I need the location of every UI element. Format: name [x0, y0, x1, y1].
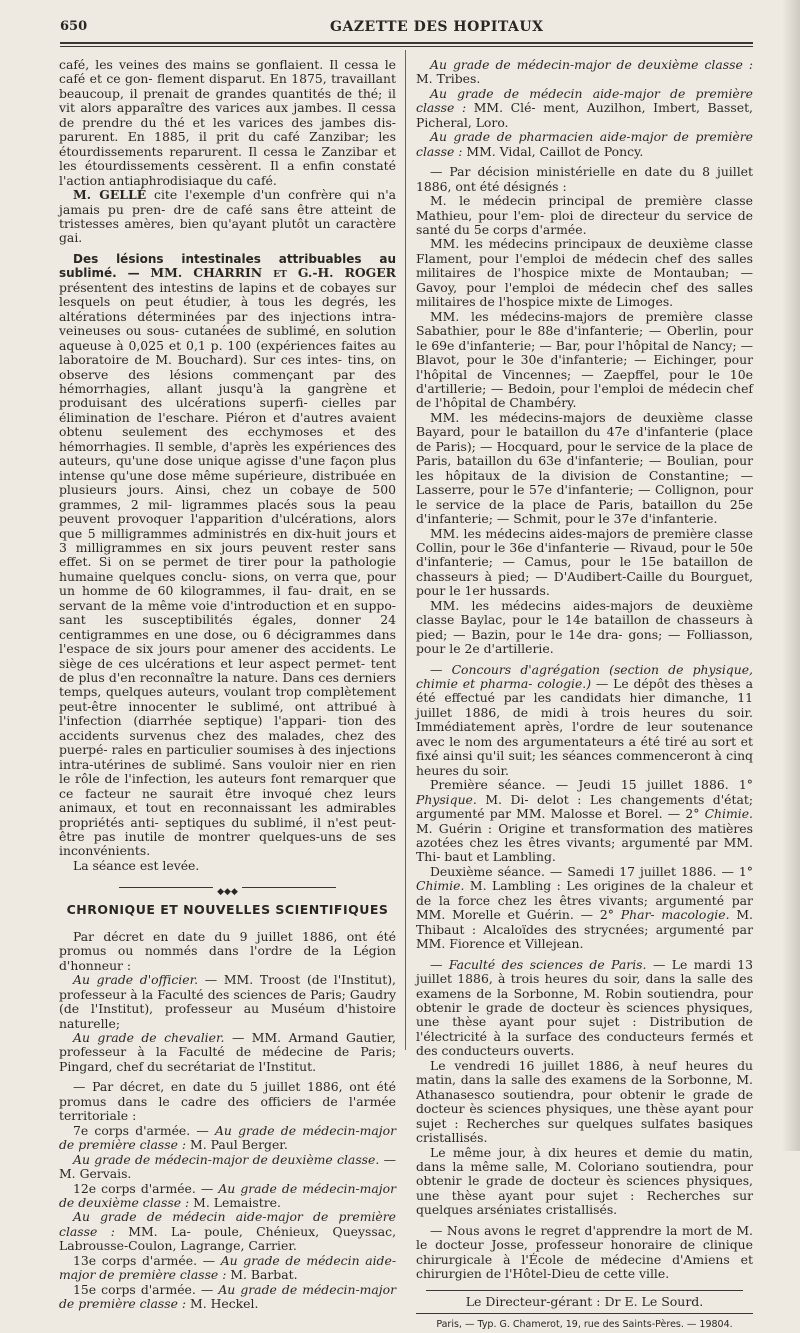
paragraph	[416, 958, 753, 1059]
paragraph-text: — MM. Troost (de l'Institut), professeur à la Faculté des sciences de Paris; Gaudry (de l'Institut), professeur au Muséum d'histoire naturelle;	[59, 972, 396, 1031]
paragraph	[416, 58, 753, 87]
printer-rule	[416, 1313, 753, 1314]
paragraph	[59, 1182, 396, 1211]
paragraph-text: Deuxième séance. — Samedi 17 juillet 1886. — 1°	[430, 863, 753, 879]
paragraph	[416, 865, 753, 952]
paragraph: MM. les médecins-majors de deuxième classe Bayard, pour le bataillon du 47e d'infanterie (place de Paris); — Hocquard, pour le service de la place de Paris, bataillon du 63e d'infanterie; — Boulian, pour les hôpitaux de la division de Constantine; — Lasserre, pour le 57e d'infanterie; — Collignon, pour le service de la place de Paris, bataillon du 25e d'infanterie; — Schmit, pour le 37e d'infanterie.	[416, 409, 753, 527]
paragraph: Le vendredi 16 juillet 1886, à neuf heures du matin, dans la salle des examens de la Sorbonne, M. Athanasesco soutiendra, pour obtenir le grade de docteur ès sciences physiques, une thèse ayant pour sujet : Recherches sur quelques sulfates basiques cristallisés.	[416, 1057, 753, 1146]
paragraph-text: M. Di- delot : Les changements d'état; argumenté par MM. Malosse et Borel. — 2°	[416, 791, 753, 822]
grade-label: Au grade de médecin aide-major de première classe :	[59, 1252, 396, 1283]
paragraph: Par décret en date du 9 juillet 1886, ont été promus ou nommés dans l'ordre de la Légion d'honneur :	[59, 928, 396, 973]
paragraph-text: M. Lambling : Les origines de la chaleur et de la force chez les êtres vivants; argumenté par MM. Morelle et Guérin. — 2°	[416, 878, 753, 923]
communication-title: Des lésions intestinales attribuables au sublimé. —	[59, 251, 396, 281]
paragraph	[416, 778, 753, 865]
paragraph: — Par décret, en date du 5 juillet 1886, ont été promus dans le cadre des officiers de l'armée territoriale :	[59, 1079, 396, 1124]
paragraph: MM. les médecins aides-majors de première classe Collin, pour le 36e d'infanterie — Rivaud, pour le 50e d'infanterie; — Camus, pour le 15e bataillon de chasseurs à pied; — D'Audibert-Caille du Bourguet, pour le 1er hussards.	[416, 525, 753, 599]
grade-label: Au grade de chevalier.	[73, 1030, 225, 1045]
ornament-icon: ◆◆◆	[213, 887, 242, 897]
speaker-names: MM. CHARRIN et G.-H. ROGER	[150, 265, 396, 281]
paragraph: MM. les médecins principaux de deuxième classe Flament, pour l'emploi de médecin chef des salles militaires de l'hospice mixte de Montauban; — Gavoy, pour l'emploi de médecin chef des salles militaires de l'hospice mixte de Limoges.	[416, 236, 753, 310]
paragraph-text: M. Heckel.	[186, 1296, 259, 1312]
column-divider	[405, 50, 406, 1050]
left-column	[59, 58, 396, 1312]
ornament-divider	[59, 883, 396, 898]
paragraph-text: MM. Vidal, Caillot de Poncy.	[462, 143, 644, 159]
grade-label: Au grade de médecin-major de première classe :	[59, 1281, 396, 1312]
speaker-name: M. GELLÉ	[73, 187, 147, 203]
signature: Le Directeur-gérant : Dr E. Le Sourd.	[465, 1293, 704, 1309]
paragraph	[59, 973, 396, 1031]
paragraph	[59, 1283, 396, 1312]
faculty-title: Faculté des sciences de Paris.	[448, 956, 647, 972]
paragraph: — Par décision ministérielle en date du 8 juillet 1886, ont été désignés :	[416, 164, 753, 194]
concours-title: Concours d'agrégation (section de physique, chimie et pharma- cologie.)	[416, 661, 753, 692]
grade-label: Au grade de médecin aide-major de première classe :	[59, 1209, 396, 1239]
paragraph	[416, 663, 753, 779]
section-heading: CHRONIQUE ET NOUVELLES SCIENTIFIQUES	[66, 902, 389, 918]
paragraph	[59, 1153, 396, 1182]
paragraph	[59, 188, 396, 246]
paragraph: La séance est levée.	[73, 857, 200, 873]
dash: —	[430, 956, 449, 972]
paragraph-text: MM. Clé- ment, Auzilhon, Imbert, Basset, Picheral, Loro.	[416, 100, 753, 130]
paragraph: café, les veines des mains se gonflaient. Il cessa le café et ce gon- flement disparut. En 1875, travaillant beaucoup, il prenait de grandes quantités de thé; il vit alors apparaître des varices aux jambes. Il cessa de prendre du thé et les varices des jambes dis- parurent. En 1885, il prit du café Zanzibar; les étourdissements reparurent. Il cessa le Zanzibar et les étourdissements cessèrent. Il a enfin constaté l'action antiaphrodisiaque du café.	[59, 57, 396, 188]
page-number: 650	[60, 19, 88, 34]
paragraph	[416, 87, 753, 130]
paragraph	[59, 1254, 396, 1283]
header-rule	[60, 42, 753, 47]
grade-label: Au grade de médecin-major de deuxième classe :	[430, 57, 753, 72]
subject-label: Chimie.	[704, 806, 753, 822]
paragraph	[416, 130, 753, 159]
paragraph	[59, 1210, 396, 1253]
corps-label: 13e corps d'armée. —	[73, 1252, 221, 1268]
paragraph: MM. les médecins aides-majors de deuxième classe Baylac, pour le 14e bataillon de chasseurs à pied; — Bazin, pour le 14e dra- gons; — Folliasson, pour le 2e d'artillerie.	[416, 597, 753, 657]
paragraph	[59, 1124, 396, 1153]
paragraph-text: présentent des intestins de lapins et de cobayes sur lesquels on peut étudier, à tous les degrés, les altérations déterminées par des injections intra-veineuses ou sous- cutanées de sublimé, en solution aqueuse à 0,025 et 0,1 p. 100 (expériences faites au laboratoire de M. Bouchard). Sur ces intes- tins, on observe des lésions commençant par des hémorrhagies, allant jusqu'à la gangrène et produisant des ulcérations superfi- cielles par élimination de l'eschare. Piéron et d'autres avaient obtenu seulement des ecchymoses et des hémorrhagies. Il semble, d'après les expériences des auteurs, qu'une dose unique agisse d'une façon plus intense qu'une dose même supérieure, distribuée en plusieurs jours. Ainsi, chez un cobaye de 500 grammes, 2 mil- ligrammes placés sous la peau peuvent provoquer l'apparition d'ulcérations, alors que 5 milligrammes administrés en dix-huit jours et 3 milligrammes en six jours peuvent rester sans effet. Si on se permet de tirer pour la pathologie humaine quelques conclu- sions, on verra que, pour un homme de 60 kilogrammes, il fau- drait, en se servant de la même voie d'introduction et en suppo- sant les susceptibilités égales, donner 24 centigrammes en une dose, ou 6 décigrammes dans l'espace de six jours pour amener des accidents. Le siège de ces ulcérations et leur aspect permet- tent de plus d'en reconnaître la nature. Dans ces derniers temps, quelques auteurs, voulant trop complètement peut-être innocenter le sublimé, ont attribué à l'infection (diarrhée septique) l'appari- tion des accidents survenus chez des malades, chez des puerpé- rales en particulier soumises à des injections intra-utérines de sublimé. Sans vouloir nier en rien le rôle de l'infection, les auteurs font remarquer que ce facteur ne saurait être invoqué chez leurs animaux, et tout en reconnaissant les admirables propriétés anti- septiques du sublimé, il n'est peut-être pas inutile de montrer quelques-uns de ses inconvénients.	[59, 279, 396, 859]
paragraph-text: MM. La- poule, Chénieux, Queyssac, Labrousse-Coulon, Lagrange, Carrier.	[59, 1223, 397, 1254]
paragraph-text: cite l'exemple d'un confrère qui n'a jamais pu pren- dre de café sans être atteint de tristesses amères, bien qu'ayant plutôt un caractère gai.	[59, 187, 396, 246]
paragraph-text: M. Lemaistre.	[189, 1194, 281, 1210]
paragraph-text: M. Paul Berger.	[186, 1137, 288, 1153]
paragraph: — Nous avons le regret d'apprendre la mort de M. le docteur Josse, professeur honoraire de clinique chirurgicale à l'École de médecine d'Amiens et chirurgien de l'Hôtel-Dieu de cette ville.	[416, 1222, 753, 1282]
grade-label: Au grade de médecin-major de deuxième classe :	[59, 1180, 396, 1210]
paragraph-text: M. Thibaut : Alcaloïdes des strycnées; argumenté par MM. Fiorence et Villejean.	[416, 907, 753, 952]
paragraph: MM. les médecins-majors de première classe Sabathier, pour le 88e d'infanterie; — Oberlin, pour le 69e d'infanterie; — Bar, pour l'hôpital de Nancy; — Blavot, pour le 30e d'infanterie; — Eichinger, pour l'hôpital de Vincennes; — Zaepffel, pour le 10e d'artillerie; — Bedoin, pour l'emploi de médecin chef de l'hôpital de Chambéry.	[416, 308, 753, 411]
paragraph	[59, 1031, 396, 1074]
printer-imprint: Paris, — Typ. G. Chamerot, 19, rue des Saints-Pères. — 19804.	[436, 1319, 733, 1331]
dash: —	[430, 661, 452, 677]
grade-label: Au grade d'officier.	[73, 972, 199, 988]
grade-label: Au grade de médecin-major de première classe :	[59, 1122, 396, 1153]
right-column	[416, 58, 753, 1333]
paragraph: Le même jour, à dix heures et demie du matin, dans la même salle, M. Coloriano soutiendra, pour obtenir le grade de docteur ès sciences physiques, une thèse ayant pour sujet : Recherches sur quelques arséniates cristallisés.	[416, 1144, 753, 1218]
paragraph-text: M. Guérin : Origine et transformation des matières azotées chez les êtres vivants; argumenté par MM. Thi- baut et Lambling.	[416, 820, 753, 865]
journal-title: GAZETTE DES HOPITAUX	[330, 19, 544, 35]
paragraph	[59, 252, 396, 859]
corps-label: 15e corps d'armée. —	[73, 1281, 219, 1297]
subject-label: Phar- macologie.	[620, 907, 730, 923]
paragraph-text: — MM. Armand Gautier, professeur à la Faculté de médecine de Paris; Pingard, chef du secrétariat de l'Institut.	[59, 1030, 396, 1074]
paragraph-text: Première séance. — Jeudi 15 juillet 1886. 1°	[430, 777, 753, 793]
corps-label: 12e corps d'armée. —	[73, 1180, 219, 1196]
paragraph-text: M. Tribes.	[416, 71, 481, 87]
grade-label: Au grade de médecin aide-major de première classe :	[416, 85, 753, 116]
page-edge-shadow	[782, 0, 800, 1151]
subject-label: Chimie.	[416, 878, 465, 894]
paragraph-text: — Le mardi 13 juillet 1886, à trois heures du soir, dans la salle des examens de la Sorbonne, M. Robin soutiendra, pour obtenir le grade de docteur ès sciences physiques, une thèse ayant pour sujet : Distribution de l'électricité à la surface des conducteurs fermés et des conducteurs ouverts.	[416, 956, 753, 1059]
grade-label: Au grade de médecin-major de deuxième classe.	[73, 1151, 380, 1167]
grade-label: Au grade de pharmacien aide-major de première classe :	[416, 129, 753, 159]
signature-rule	[426, 1290, 743, 1291]
paragraph-text: — Le dépôt des thèses a été effectué par les candidats hier dimanche, 11 juillet 1886, de midi à trois heures du soir. Immédiatement après, l'ordre de leur soutenance avec le nom des argumentateurs a été tiré au sort et fixé ainsi qu'il suit; les séances commenceront à cinq heures du soir.	[416, 676, 753, 778]
paragraph-text: M. Barbat.	[226, 1267, 298, 1283]
subject-label: Physique.	[416, 791, 477, 807]
corps-label: 7e corps d'armée. —	[73, 1122, 215, 1138]
paragraph-text: — M. Gervais.	[59, 1151, 396, 1182]
paragraph: M. le médecin principal de première classe Mathieu, pour l'em- ploi de directeur du service de santé du 5e corps d'armée.	[416, 193, 753, 237]
